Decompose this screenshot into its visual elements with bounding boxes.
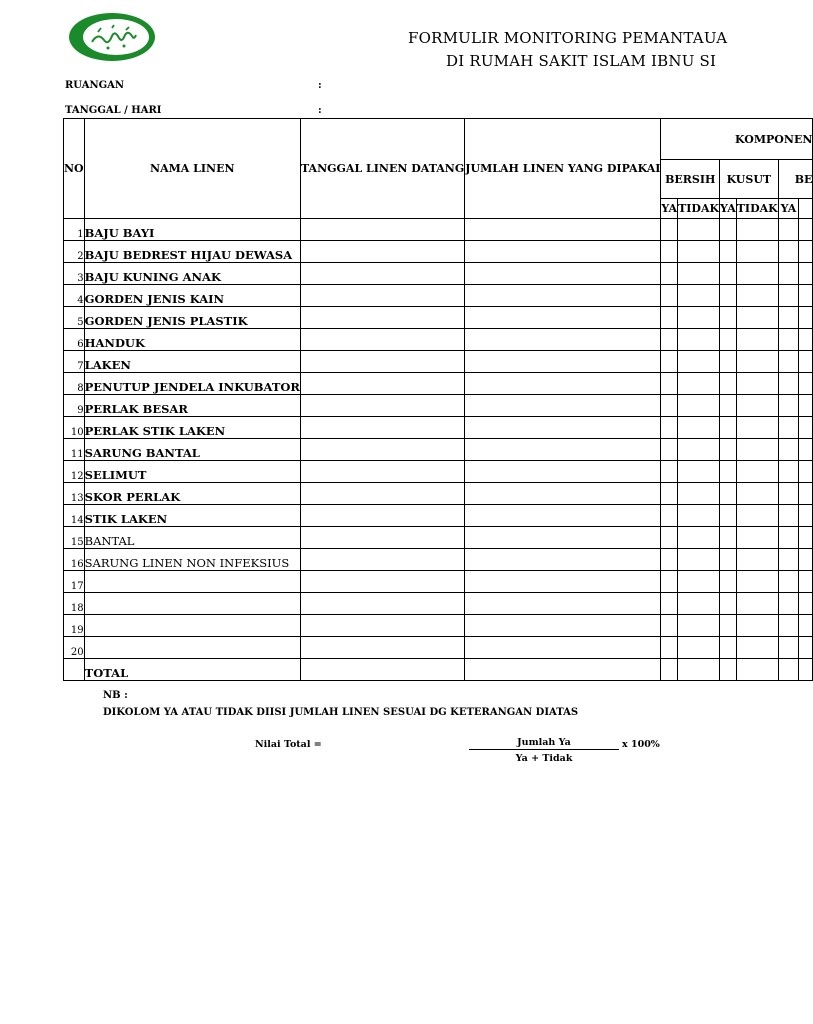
input-cell[interactable] — [678, 417, 720, 439]
sub-kusut-header: KUSUT — [720, 160, 779, 199]
input-cell[interactable] — [465, 263, 661, 285]
linen-name: STIK LAKEN — [84, 505, 300, 527]
input-cell[interactable] — [778, 439, 799, 461]
kusut-ya-header: YA — [720, 199, 737, 219]
row-number: 14 — [64, 505, 85, 527]
input-cell[interactable] — [678, 659, 720, 681]
input-cell[interactable] — [778, 373, 799, 395]
input-cell[interactable] — [300, 219, 464, 241]
input-cell[interactable] — [678, 285, 720, 307]
input-cell[interactable] — [736, 329, 778, 351]
row-number: 20 — [64, 637, 85, 659]
input-cell[interactable] — [720, 417, 737, 439]
input-cell[interactable] — [799, 615, 813, 637]
input-cell[interactable] — [465, 505, 661, 527]
row-number: 7 — [64, 351, 85, 373]
row-number: 16 — [64, 549, 85, 571]
input-cell[interactable] — [300, 571, 464, 593]
linen-name — [84, 571, 300, 593]
input-cell[interactable] — [661, 219, 678, 241]
input-cell[interactable] — [778, 549, 799, 571]
be-ya-header: YA — [778, 199, 799, 219]
nb-label: NB : — [103, 690, 128, 701]
input-cell[interactable] — [465, 417, 661, 439]
input-cell[interactable] — [799, 307, 813, 329]
input-cell[interactable] — [736, 505, 778, 527]
linen-name: BAJU KUNING ANAK — [84, 263, 300, 285]
row-number — [64, 659, 85, 681]
input-cell[interactable] — [678, 505, 720, 527]
nilai-total-label: Nilai Total = — [255, 739, 322, 750]
input-cell[interactable] — [300, 637, 464, 659]
table-row — [64, 483, 813, 505]
input-cell[interactable] — [465, 461, 661, 483]
row-number: 19 — [64, 615, 85, 637]
input-cell[interactable] — [736, 549, 778, 571]
input-cell[interactable] — [465, 307, 661, 329]
linen-name: PERLAK BESAR — [84, 395, 300, 417]
input-cell[interactable] — [799, 659, 813, 681]
linen-name: TOTAL — [84, 659, 300, 681]
input-cell[interactable] — [778, 461, 799, 483]
linen-name: GORDEN JENIS KAIN — [84, 285, 300, 307]
input-cell[interactable] — [799, 241, 813, 263]
input-cell[interactable] — [778, 329, 799, 351]
hospital-logo — [68, 12, 156, 62]
input-cell[interactable] — [661, 351, 678, 373]
row-number: 15 — [64, 527, 85, 549]
kusut-tidak-header: TIDAK — [736, 199, 778, 219]
input-cell[interactable] — [778, 285, 799, 307]
row-number: 13 — [64, 483, 85, 505]
input-cell[interactable] — [736, 241, 778, 263]
table-row — [64, 461, 813, 483]
col-tanggal-header: TANGGAL LINEN DATANG — [300, 119, 464, 219]
table-row — [64, 241, 813, 263]
linen-name: PERLAK STIK LAKEN — [84, 417, 300, 439]
linen-name: SARUNG BANTAL — [84, 439, 300, 461]
input-cell[interactable] — [799, 417, 813, 439]
input-cell[interactable] — [736, 263, 778, 285]
input-cell[interactable] — [465, 615, 661, 637]
sub-be-header: BE — [778, 160, 813, 199]
input-cell[interactable] — [778, 241, 799, 263]
col-no-header: NO — [64, 119, 85, 219]
linen-name: GORDEN JENIS PLASTIK — [84, 307, 300, 329]
input-cell[interactable] — [736, 527, 778, 549]
input-cell[interactable] — [799, 483, 813, 505]
input-cell[interactable] — [300, 241, 464, 263]
input-cell[interactable] — [300, 263, 464, 285]
formula-denominator: Ya + Tidak — [515, 753, 573, 764]
input-cell[interactable] — [778, 307, 799, 329]
input-cell[interactable] — [300, 483, 464, 505]
form-title-line1: FORMULIR MONITORING PEMANTAUA — [408, 29, 728, 47]
bersih-tidak-header: TIDAK — [678, 199, 720, 219]
input-cell[interactable] — [678, 219, 720, 241]
input-cell[interactable] — [720, 527, 737, 549]
input-cell[interactable] — [736, 637, 778, 659]
input-cell[interactable] — [661, 483, 678, 505]
bersih-ya-header: YA — [661, 199, 678, 219]
table-row — [64, 219, 813, 241]
row-number: 9 — [64, 395, 85, 417]
input-cell[interactable] — [736, 395, 778, 417]
linen-name — [84, 637, 300, 659]
input-cell[interactable] — [661, 593, 678, 615]
tanggal-colon: : — [318, 105, 322, 116]
input-cell[interactable] — [300, 329, 464, 351]
input-cell[interactable] — [661, 307, 678, 329]
input-cell[interactable] — [799, 461, 813, 483]
ruangan-colon: : — [318, 80, 322, 91]
input-cell[interactable] — [778, 659, 799, 681]
row-number: 4 — [64, 285, 85, 307]
input-cell[interactable] — [678, 615, 720, 637]
input-cell[interactable] — [720, 373, 737, 395]
linen-name — [84, 593, 300, 615]
input-cell[interactable] — [465, 395, 661, 417]
input-cell[interactable] — [720, 483, 737, 505]
table-row — [64, 285, 813, 307]
input-cell[interactable] — [720, 461, 737, 483]
row-number: 11 — [64, 439, 85, 461]
input-cell[interactable] — [661, 329, 678, 351]
table-row — [64, 417, 813, 439]
input-cell[interactable] — [720, 351, 737, 373]
table-row — [64, 637, 813, 659]
input-cell[interactable] — [661, 373, 678, 395]
input-cell[interactable] — [678, 307, 720, 329]
input-cell[interactable] — [720, 307, 737, 329]
linen-table — [63, 118, 813, 681]
input-cell[interactable] — [736, 615, 778, 637]
input-cell[interactable] — [661, 549, 678, 571]
linen-name: BAJU BEDREST HIJAU DEWASA — [84, 241, 300, 263]
input-cell[interactable] — [300, 549, 464, 571]
input-cell[interactable] — [736, 571, 778, 593]
input-cell[interactable] — [720, 263, 737, 285]
row-number: 18 — [64, 593, 85, 615]
input-cell[interactable] — [778, 593, 799, 615]
table-row — [64, 659, 813, 681]
input-cell[interactable] — [465, 329, 661, 351]
input-cell[interactable] — [300, 417, 464, 439]
input-cell[interactable] — [720, 285, 737, 307]
input-cell[interactable] — [661, 527, 678, 549]
input-cell[interactable] — [778, 571, 799, 593]
input-cell[interactable] — [678, 461, 720, 483]
input-cell[interactable] — [661, 637, 678, 659]
input-cell[interactable] — [799, 263, 813, 285]
input-cell[interactable] — [465, 483, 661, 505]
input-cell[interactable] — [678, 351, 720, 373]
input-cell[interactable] — [778, 615, 799, 637]
input-cell[interactable] — [678, 241, 720, 263]
input-cell[interactable] — [720, 505, 737, 527]
input-cell[interactable] — [661, 659, 678, 681]
input-cell[interactable] — [678, 549, 720, 571]
input-cell[interactable] — [465, 351, 661, 373]
input-cell[interactable] — [778, 483, 799, 505]
input-cell[interactable] — [736, 307, 778, 329]
linen-name: HANDUK — [84, 329, 300, 351]
input-cell[interactable] — [799, 395, 813, 417]
input-cell[interactable] — [778, 395, 799, 417]
input-cell[interactable] — [300, 439, 464, 461]
input-cell[interactable] — [465, 285, 661, 307]
sub-bersih-header: BERSIH — [661, 160, 720, 199]
input-cell[interactable] — [678, 527, 720, 549]
input-cell[interactable] — [799, 549, 813, 571]
input-cell[interactable] — [661, 417, 678, 439]
input-cell[interactable] — [661, 285, 678, 307]
input-cell[interactable] — [300, 615, 464, 637]
linen-name: BANTAL — [84, 527, 300, 549]
table-row — [64, 549, 813, 571]
linen-rows — [64, 219, 813, 681]
row-number: 8 — [64, 373, 85, 395]
input-cell[interactable] — [678, 263, 720, 285]
linen-name: LAKEN — [84, 351, 300, 373]
input-cell[interactable] — [799, 285, 813, 307]
formula-numerator: Jumlah Ya — [469, 737, 619, 750]
input-cell[interactable] — [799, 505, 813, 527]
input-cell[interactable] — [736, 439, 778, 461]
table-row — [64, 571, 813, 593]
input-cell[interactable] — [720, 549, 737, 571]
input-cell[interactable] — [736, 461, 778, 483]
input-cell[interactable] — [678, 439, 720, 461]
linen-name: SKOR PERLAK — [84, 483, 300, 505]
row-number: 10 — [64, 417, 85, 439]
tanggal-label: TANGGAL / HARI — [65, 105, 162, 116]
input-cell[interactable] — [300, 527, 464, 549]
input-cell[interactable] — [678, 637, 720, 659]
linen-name: PENUTUP JENDELA INKUBATOR — [84, 373, 300, 395]
input-cell[interactable] — [720, 395, 737, 417]
input-cell[interactable] — [300, 373, 464, 395]
row-number: 1 — [64, 219, 85, 241]
input-cell[interactable] — [465, 373, 661, 395]
col-jumlah-header: JUMLAH LINEN YANG DIPAKAI — [465, 119, 661, 219]
nb-text: DIKOLOM YA ATAU TIDAK DIISI JUMLAH LINEN SESUAI DG KETERANGAN DIATAS — [103, 707, 579, 718]
input-cell[interactable] — [300, 351, 464, 373]
row-number: 12 — [64, 461, 85, 483]
row-number: 5 — [64, 307, 85, 329]
linen-name: SELIMUT — [84, 461, 300, 483]
input-cell[interactable] — [678, 593, 720, 615]
input-cell[interactable] — [465, 527, 661, 549]
input-cell[interactable] — [736, 351, 778, 373]
input-cell[interactable] — [661, 615, 678, 637]
input-cell[interactable] — [465, 571, 661, 593]
input-cell[interactable] — [465, 241, 661, 263]
table-row — [64, 307, 813, 329]
linen-name — [84, 615, 300, 637]
input-cell[interactable] — [778, 417, 799, 439]
input-cell[interactable] — [799, 219, 813, 241]
input-cell[interactable] — [736, 417, 778, 439]
input-cell[interactable] — [799, 571, 813, 593]
ruangan-label: RUANGAN — [65, 80, 125, 91]
input-cell[interactable] — [661, 263, 678, 285]
input-cell[interactable] — [720, 329, 737, 351]
input-cell[interactable] — [720, 571, 737, 593]
input-cell[interactable] — [736, 285, 778, 307]
table-row — [64, 439, 813, 461]
input-cell[interactable] — [778, 637, 799, 659]
input-cell[interactable] — [300, 461, 464, 483]
input-cell[interactable] — [720, 439, 737, 461]
input-cell[interactable] — [736, 219, 778, 241]
input-cell[interactable] — [300, 659, 464, 681]
input-cell[interactable] — [678, 329, 720, 351]
formula-multiplier: x 100% — [622, 739, 660, 750]
table-row — [64, 373, 813, 395]
input-cell[interactable] — [720, 659, 737, 681]
input-cell[interactable] — [300, 505, 464, 527]
col-nama-header: NAMA LINEN — [84, 119, 300, 219]
input-cell[interactable] — [778, 263, 799, 285]
input-cell[interactable] — [778, 505, 799, 527]
input-cell[interactable] — [678, 483, 720, 505]
table-row — [64, 263, 813, 285]
input-cell[interactable] — [799, 637, 813, 659]
input-cell[interactable] — [661, 241, 678, 263]
row-number: 6 — [64, 329, 85, 351]
table-row — [64, 351, 813, 373]
input-cell[interactable] — [678, 395, 720, 417]
linen-name: SARUNG LINEN NON INFEKSIUS — [84, 549, 300, 571]
input-cell[interactable] — [799, 439, 813, 461]
input-cell[interactable] — [661, 439, 678, 461]
table-row — [64, 615, 813, 637]
input-cell[interactable] — [300, 395, 464, 417]
input-cell[interactable] — [778, 351, 799, 373]
table-row — [64, 329, 813, 351]
input-cell[interactable] — [465, 637, 661, 659]
input-cell[interactable] — [661, 461, 678, 483]
input-cell[interactable] — [720, 241, 737, 263]
col-komponen-header: KOMPONEN — [661, 119, 813, 160]
input-cell[interactable] — [300, 307, 464, 329]
input-cell[interactable] — [736, 593, 778, 615]
input-cell[interactable] — [678, 571, 720, 593]
input-cell[interactable] — [300, 285, 464, 307]
row-number: 2 — [64, 241, 85, 263]
input-cell[interactable] — [661, 505, 678, 527]
input-cell[interactable] — [465, 659, 661, 681]
input-cell[interactable] — [799, 373, 813, 395]
input-cell[interactable] — [661, 395, 678, 417]
table-row — [64, 593, 813, 615]
input-cell[interactable] — [799, 527, 813, 549]
input-cell[interactable] — [736, 373, 778, 395]
input-cell[interactable] — [678, 373, 720, 395]
row-number: 17 — [64, 571, 85, 593]
input-cell[interactable] — [465, 549, 661, 571]
table-row — [64, 527, 813, 549]
table-row — [64, 395, 813, 417]
input-cell[interactable] — [720, 615, 737, 637]
input-cell[interactable] — [799, 593, 813, 615]
input-cell[interactable] — [465, 439, 661, 461]
table-row — [64, 505, 813, 527]
input-cell[interactable] — [720, 593, 737, 615]
input-cell[interactable] — [661, 571, 678, 593]
input-cell[interactable] — [778, 527, 799, 549]
form-title-line2: DI RUMAH SAKIT ISLAM IBNU SI — [446, 52, 717, 70]
input-cell[interactable] — [736, 483, 778, 505]
input-cell[interactable] — [465, 219, 661, 241]
row-number: 3 — [64, 263, 85, 285]
input-cell[interactable] — [300, 593, 464, 615]
input-cell[interactable] — [778, 219, 799, 241]
input-cell[interactable] — [720, 637, 737, 659]
input-cell[interactable] — [736, 659, 778, 681]
linen-name: BAJU BAYI — [84, 219, 300, 241]
input-cell[interactable] — [799, 351, 813, 373]
input-cell[interactable] — [799, 329, 813, 351]
input-cell[interactable] — [720, 219, 737, 241]
be-tidak-header — [799, 199, 813, 219]
input-cell[interactable] — [465, 593, 661, 615]
